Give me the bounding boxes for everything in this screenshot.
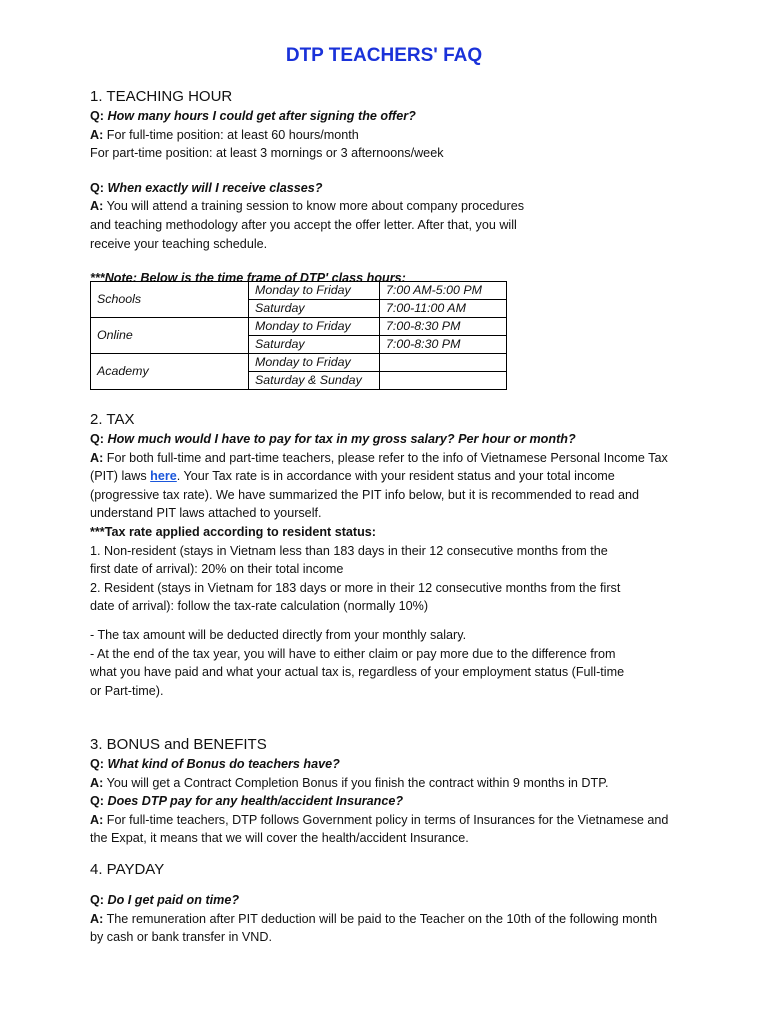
answer-line: and teaching methodology after you accept the offer letter. After that, you will <box>90 217 517 232</box>
list-item: 1. Non-resident (stays in Vietnam less than 183 days in their 12 consecutive months from the <box>90 543 608 558</box>
list-item-line: date of arrival): follow the tax-rate calculation (normally 10%) <box>90 599 429 614</box>
pit-laws-link[interactable]: here <box>150 469 177 484</box>
table-cell-time <box>380 354 507 372</box>
answer: A: For both full-time and part-time teachers, please refer to the info of Vietnamese Personal Income Tax <box>90 450 668 465</box>
page-title: DTP TEACHERS' FAQ <box>285 45 483 66</box>
table-cell-days: Monday to Friday <box>249 354 380 372</box>
answer: A: For full-time position: at least 60 hours/month <box>90 127 359 142</box>
question: Q: How many hours I could get after signing the offer? <box>90 109 416 123</box>
section-heading: 1. TEACHING HOUR <box>90 88 233 105</box>
question: Q: What kind of Bonus do teachers have? <box>90 757 340 771</box>
section-tax <box>90 410 690 700</box>
answer-line: For part-time position: at least 3 mornings or 3 afternoons/week <box>90 146 444 161</box>
section-payday <box>90 860 690 947</box>
question: Q: When exactly will I receive classes? <box>90 180 323 195</box>
answer-line: receive your teaching schedule. <box>90 236 268 251</box>
section-heading: 2. TAX <box>90 411 135 428</box>
answer-line: the Expat, it means that we will cover the health/accident Insurance. <box>90 831 469 846</box>
table-cell-days: Monday to Friday <box>249 282 380 300</box>
section-bonus <box>90 735 690 848</box>
table-cell-place: Online <box>91 318 249 354</box>
table-cell-days: Saturday <box>249 300 380 318</box>
table-cell-place: Schools <box>91 282 249 318</box>
section-heading: 3. BONUS and BENEFITS <box>90 736 267 753</box>
bullet-item: - The tax amount will be deducted directly from your monthly salary. <box>90 627 467 642</box>
table-cell-time: 7:00-11:00 AM <box>380 300 507 318</box>
section-teaching-hour <box>90 87 690 288</box>
question: Q: How much would I have to pay for tax in my gross salary? Per hour or month? <box>90 432 576 446</box>
bullet-item: - At the end of the tax year, you will have to either claim or pay more due to the difference from <box>90 646 616 661</box>
answer: A: For full-time teachers, DTP follows Government policy in terms of Insurances for the Vietnamese and <box>90 812 669 827</box>
answer: A: You will get a Contract Completion Bonus if you finish the contract within 9 months in DTP. <box>90 775 609 790</box>
section-heading: 4. PAYDAY <box>90 861 165 878</box>
table-cell-time <box>380 372 507 390</box>
question: Q: Does DTP pay for any health/accident Insurance? <box>90 794 404 809</box>
class-hours-table <box>90 281 507 390</box>
table-row <box>91 318 507 336</box>
table-cell-days: Saturday & Sunday <box>249 372 380 390</box>
table-cell-time: 7:00 AM-5:00 PM <box>380 282 507 300</box>
table-row <box>91 282 507 300</box>
answer-line: by cash or bank transfer in VND. <box>90 930 272 945</box>
table-row <box>91 354 507 372</box>
table-cell-place: Academy <box>91 354 249 390</box>
answer-line: (progressive tax rate). We have summarized the PIT info below, but it is recommended to read and <box>90 487 640 502</box>
table-cell-days: Monday to Friday <box>249 318 380 336</box>
answer: A: You will attend a training session to know more about company procedures <box>90 199 525 214</box>
bullet-item-line: what you have paid and what your actual tax is, regardless of your employment status (Full-time <box>90 665 625 680</box>
list-item: 2. Resident (stays in Vietnam for 183 days or more in their 12 consecutive months from the first <box>90 580 621 595</box>
table-cell-days: Saturday <box>249 336 380 354</box>
table-cell-time: 7:00-8:30 PM <box>380 336 507 354</box>
answer: A: The remuneration after PIT deduction will be paid to the Teacher on the 10th of the following month <box>90 911 658 926</box>
list-item-line: first date of arrival): 20% on their total income <box>90 562 344 577</box>
answer-line: understand PIT laws attached to yourself. <box>90 506 322 521</box>
answer-line: (PIT) laws here. Your Tax rate is in accordance with your resident status and your total income <box>90 469 615 484</box>
question: Q: Do I get paid on time? <box>90 893 240 907</box>
table-cell-time: 7:00-8:30 PM <box>380 318 507 336</box>
tax-rate-heading: ***Tax rate applied according to resident status: <box>90 524 376 539</box>
table-note: ***Note: Below is the time frame of DTP' class hours: <box>90 271 406 286</box>
bullet-item-line: or Part-time). <box>90 683 164 698</box>
